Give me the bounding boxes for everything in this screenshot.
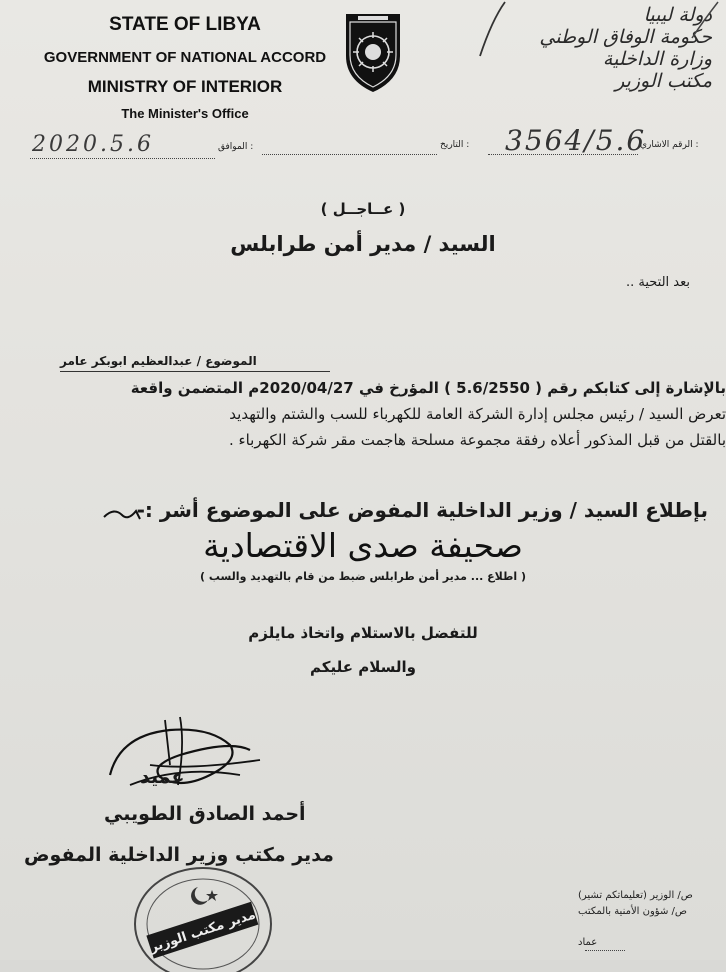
stamp-text: مدير مكتب الوزير: [148, 907, 258, 956]
minister-annotation: ( اطلاع ... مدير أمن طرابلس ضبط من قام بالتهديد والسب ): [199, 570, 527, 583]
letterhead-office-ar: مكتب الوزير: [615, 70, 712, 92]
letterhead-government-ar: حكومة الوفاق الوطني: [539, 26, 712, 48]
cc-line-1: ص/ الوزير (تعليماتكم تشير): [578, 890, 693, 901]
letterhead-government-en: GOVERNMENT OF NATIONAL ACCORD: [43, 49, 327, 66]
closing-salutation: والسلام عليكم: [310, 658, 416, 676]
reference-row: [0, 124, 726, 168]
cc-line-2: ص/ شؤون الأمنية بالمكتب: [578, 906, 687, 917]
subject-underline: [60, 371, 330, 372]
minister-notice: بإطلاع السيد / وزير الداخلية المفوض على الموضوع أشر :-: [136, 498, 708, 522]
cc-line-3: عماد: [578, 937, 598, 948]
newspaper-watermark: صحيفة صدى الاقتصادية: [203, 526, 523, 565]
signatory-rank: عميد: [140, 766, 185, 788]
pen-corner-mark-icon: [690, 0, 720, 40]
signatory-name: أحمد الصادق الطويبي: [104, 803, 306, 825]
subject-line: الموضوع / عبدالعظيم ابوبكر عامر: [60, 354, 257, 368]
body-line-1: بالإشارة إلى كتابكم رقم ( 5.6/2550 ) المؤرخ في 2020/04/27م المتضمن واقعة: [130, 379, 726, 397]
letterhead-state-ar: دولة ليبيا: [643, 4, 712, 26]
letterhead-ministry-ar: وزارة الداخلية: [602, 48, 712, 70]
ministry-emblem-icon: [340, 8, 406, 94]
letterhead-ministry-en: MINISTRY OF INTERIOR: [87, 77, 283, 96]
pen-mark-icon: [470, 0, 510, 60]
date-label: التاريخ :: [440, 140, 470, 150]
greeting: بعد التحية ..: [625, 275, 690, 290]
addressee: السيد / مدير أمن طرابلس: [230, 232, 496, 256]
reference-label: الرقم الاشاري :: [640, 140, 699, 150]
handwritten-signature: [90, 705, 320, 815]
letterhead-arabic: [522, 4, 712, 92]
signatory-title: مدير مكتب وزير الداخلية المفوض: [24, 844, 334, 866]
letterhead-state-en: STATE OF LIBYA: [109, 14, 261, 35]
body-line-2: تعرض السيد / رئيس مجلس إدارة الشركة العامة للكهرباء للسب والشتم والتهديد: [229, 405, 726, 423]
annotation-mark-icon: [100, 503, 144, 527]
closing-request: للتفضل بالاستلام واتخاذ مايلزم: [248, 624, 478, 642]
body-line-3: بالقتل من قبل المذكور أعلاه رفقة مجموعة مسلحة هاجمت مقر شركة الكهرباء .: [229, 431, 726, 449]
reference-number: 3564/5.6: [505, 124, 647, 157]
urgent-marker: ( عــاجــل ): [320, 200, 406, 218]
agreed-date-value: 2020.5.6: [32, 132, 154, 157]
office-stamp: [128, 862, 278, 972]
letterhead-office-en: The Minister's Office: [121, 106, 249, 121]
agreed-date-label: الموافق :: [218, 142, 254, 152]
